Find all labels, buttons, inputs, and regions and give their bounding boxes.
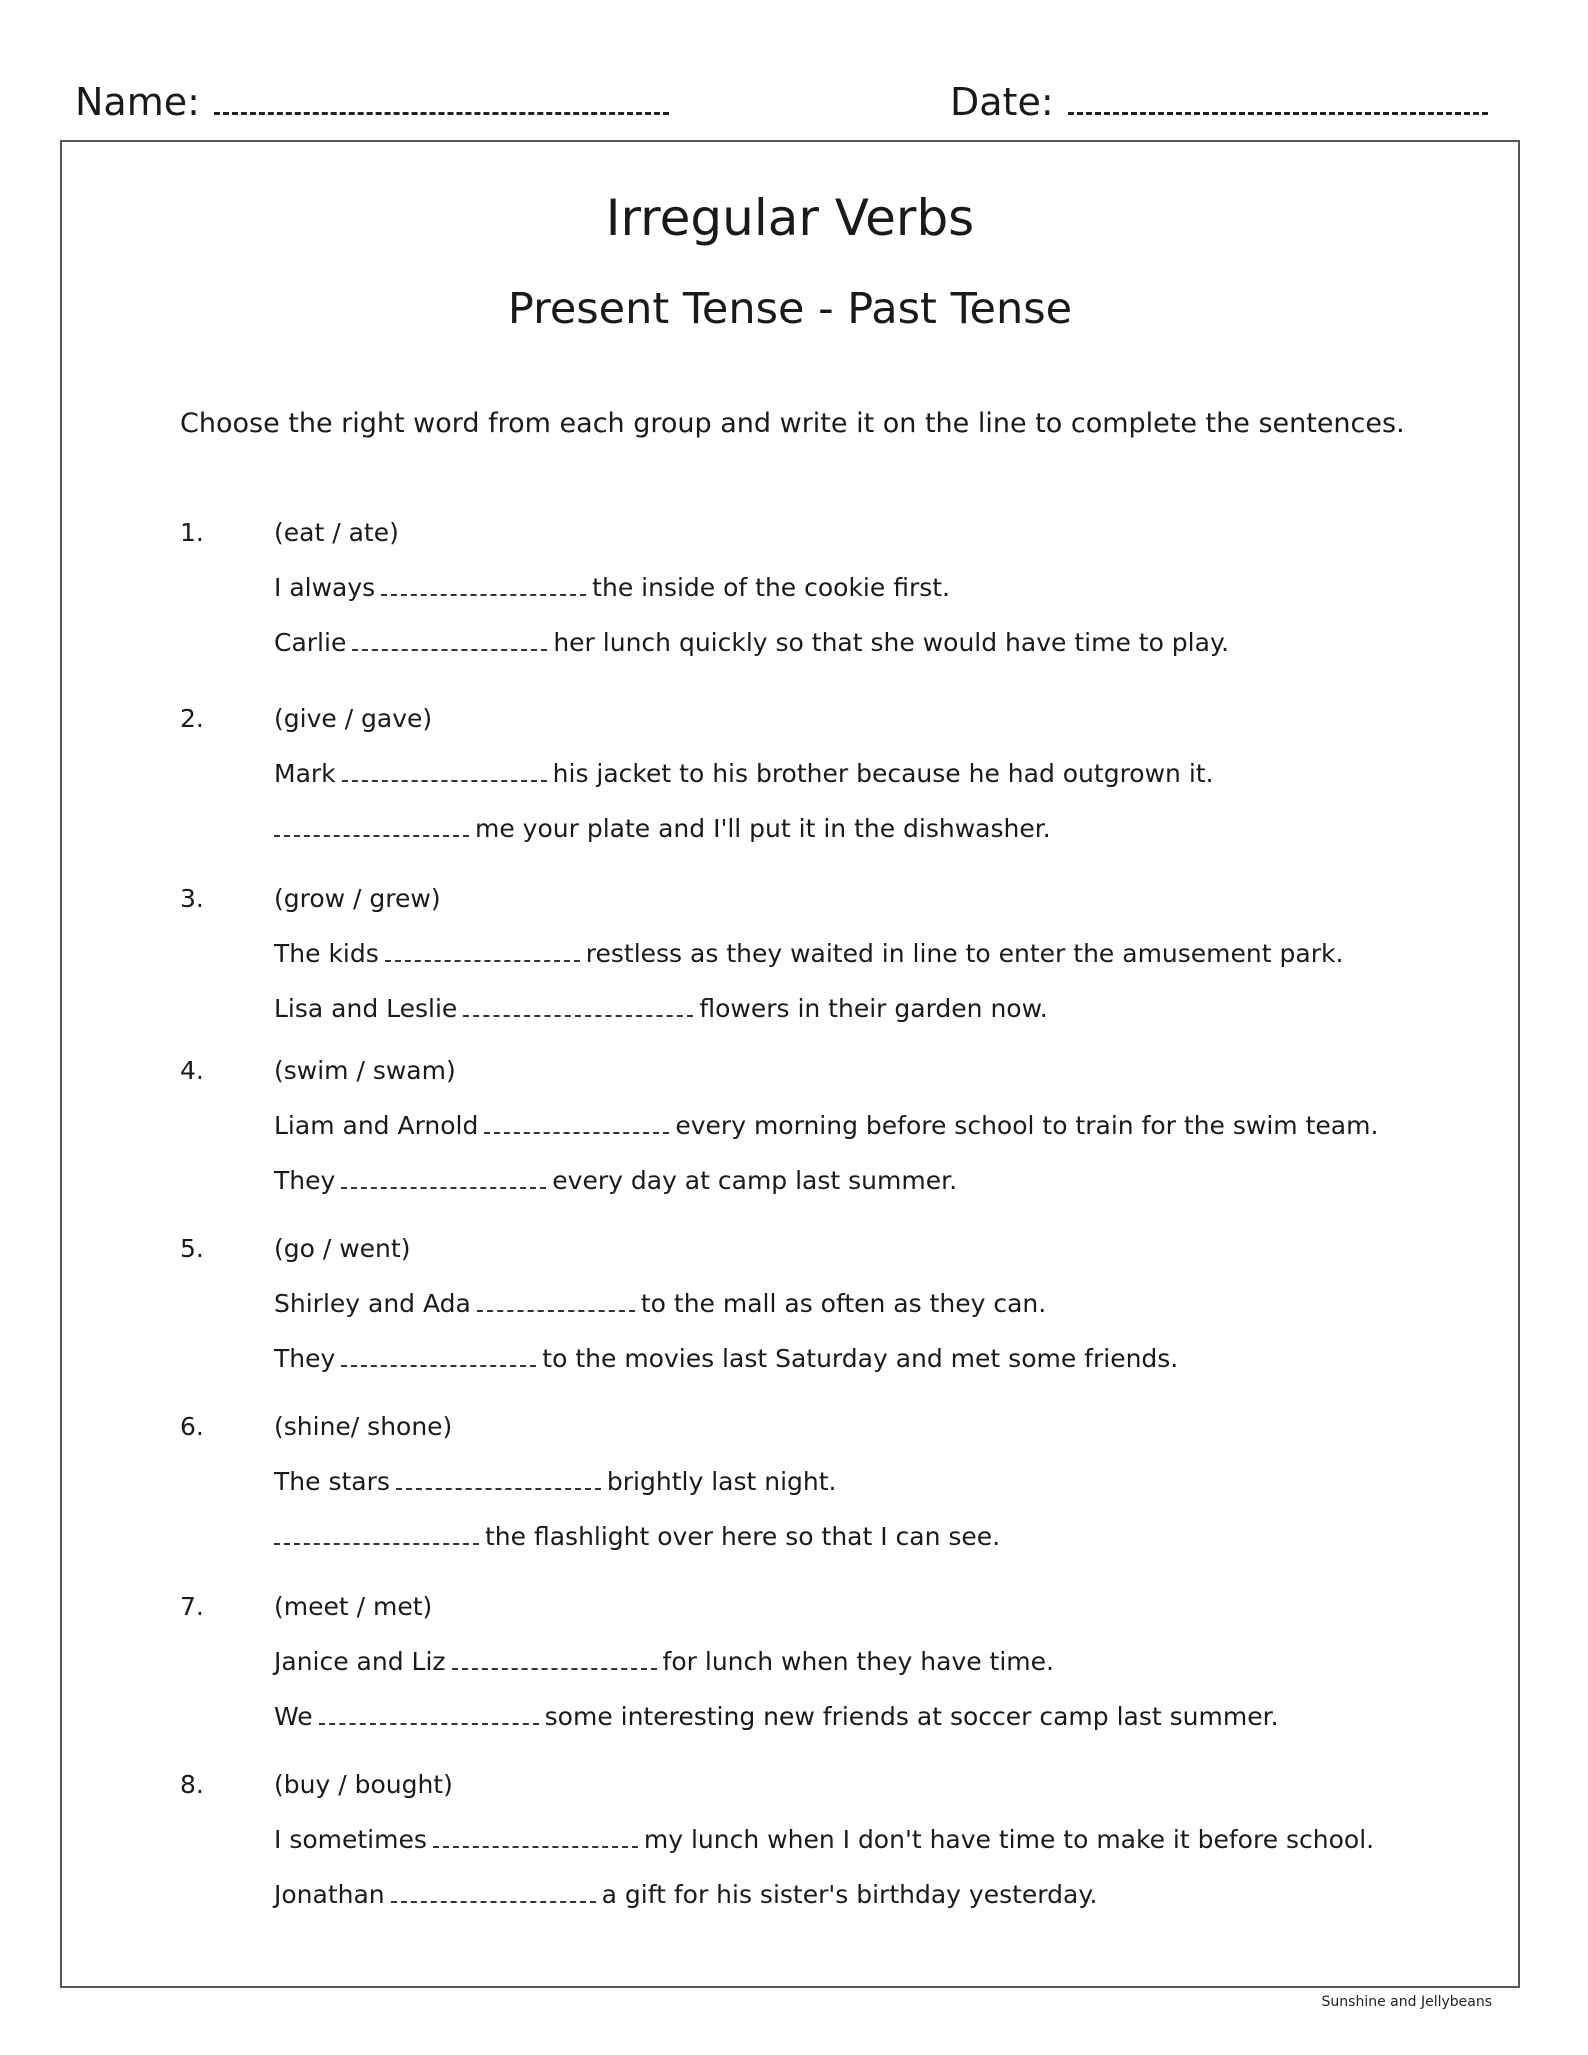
sentence-start: Lisa and Leslie bbox=[274, 994, 458, 1023]
answer-blank[interactable] bbox=[452, 1648, 657, 1670]
sentence bbox=[274, 937, 1343, 971]
sentence-end: for lunch when they have time. bbox=[662, 1647, 1054, 1676]
date-field[interactable] bbox=[950, 78, 1488, 126]
exercise-number: 3. bbox=[180, 884, 204, 913]
sentence-start: They bbox=[274, 1344, 336, 1373]
sentence bbox=[274, 1823, 1374, 1857]
sentence-end: to the mall as often as they can. bbox=[640, 1289, 1047, 1318]
sentence-start: The stars bbox=[274, 1467, 390, 1496]
answer-blank[interactable] bbox=[342, 760, 547, 782]
exercise-options: (swim / swam) bbox=[274, 1056, 456, 1085]
answer-blank[interactable] bbox=[381, 574, 586, 596]
sentence-end: restless as they waited in line to enter the amusement park. bbox=[585, 939, 1344, 968]
sentence-start: Shirley and Ada bbox=[274, 1289, 471, 1318]
exercise-number: 5. bbox=[180, 1234, 204, 1263]
sentence-end: her lunch quickly so that she would have time to play. bbox=[553, 628, 1230, 657]
name-label: Name: bbox=[75, 80, 200, 124]
exercise-number: 4. bbox=[180, 1056, 204, 1085]
exercise-options: (buy / bought) bbox=[274, 1770, 453, 1799]
sentence bbox=[274, 1287, 1046, 1321]
exercise-number: 8. bbox=[180, 1770, 204, 1799]
name-field[interactable] bbox=[75, 78, 669, 126]
sentence bbox=[274, 1465, 837, 1499]
answer-blank[interactable] bbox=[341, 1167, 546, 1189]
sentence bbox=[274, 1520, 1000, 1554]
sentence bbox=[274, 626, 1229, 660]
exercise-options: (grow / grew) bbox=[274, 884, 441, 913]
date-label: Date: bbox=[950, 80, 1054, 124]
exercise-number: 6. bbox=[180, 1412, 204, 1441]
footer-credit: Sunshine and Jellybeans bbox=[1321, 1994, 1492, 2010]
worksheet-frame bbox=[60, 140, 1520, 1988]
sentence bbox=[274, 992, 1048, 1026]
sentence-end: my lunch when I don't have time to make it before school. bbox=[643, 1825, 1375, 1854]
sentence-start: I sometimes bbox=[274, 1825, 427, 1854]
worksheet-subtitle: Present Tense - Past Tense bbox=[507, 284, 1073, 334]
answer-blank[interactable] bbox=[274, 1523, 479, 1545]
sentence bbox=[274, 1342, 1178, 1376]
exercise-options: (eat / ate) bbox=[274, 518, 399, 547]
sentence bbox=[274, 812, 1051, 846]
sentence-start: We bbox=[274, 1702, 313, 1731]
answer-blank[interactable] bbox=[352, 629, 547, 651]
sentence bbox=[274, 757, 1214, 791]
sentence bbox=[274, 1109, 1378, 1143]
sentence bbox=[274, 571, 950, 605]
sentence bbox=[274, 1878, 1098, 1912]
sentence-end: the flashlight over here so that I can see. bbox=[485, 1522, 1001, 1551]
exercise-number: 2. bbox=[180, 704, 204, 733]
answer-blank[interactable] bbox=[341, 1345, 536, 1367]
worksheet-title: Irregular Verbs bbox=[605, 189, 975, 247]
sentence-start: They bbox=[274, 1166, 336, 1195]
exercise-options: (meet / met) bbox=[274, 1592, 433, 1621]
exercise-options: (go / went) bbox=[274, 1234, 411, 1263]
sentence-end: me your plate and I'll put it in the dishwasher. bbox=[475, 814, 1051, 843]
sentence-start: The kids bbox=[274, 939, 379, 968]
sentence-end: the inside of the cookie first. bbox=[592, 573, 951, 602]
answer-blank[interactable] bbox=[396, 1468, 601, 1490]
sentence bbox=[274, 1164, 957, 1198]
sentence-start: I always bbox=[274, 573, 376, 602]
sentence-end: a gift for his sister's birthday yesterday. bbox=[601, 1880, 1098, 1909]
name-line[interactable] bbox=[214, 110, 669, 115]
answer-blank[interactable] bbox=[319, 1703, 539, 1725]
answer-blank[interactable] bbox=[484, 1112, 669, 1134]
sentence-start: Liam and Arnold bbox=[274, 1111, 479, 1140]
date-line[interactable] bbox=[1068, 110, 1488, 115]
exercise-number: 7. bbox=[180, 1592, 204, 1621]
sentence-end: brightly last night. bbox=[606, 1467, 837, 1496]
sentence-end: every day at camp last summer. bbox=[552, 1166, 958, 1195]
sentence bbox=[274, 1700, 1279, 1734]
sentence-start: Mark bbox=[274, 759, 336, 788]
answer-blank[interactable] bbox=[391, 1881, 596, 1903]
sentence bbox=[274, 1645, 1054, 1679]
exercise-number: 1. bbox=[180, 518, 204, 547]
answer-blank[interactable] bbox=[274, 815, 469, 837]
answer-blank[interactable] bbox=[477, 1290, 635, 1312]
sentence-end: every morning before school to train for the swim team. bbox=[675, 1111, 1379, 1140]
answer-blank[interactable] bbox=[433, 1826, 638, 1848]
sentence-end: flowers in their garden now. bbox=[699, 994, 1048, 1023]
sentence-end: his jacket to his brother because he had outgrown it. bbox=[552, 759, 1214, 788]
sentence-end: to the movies last Saturday and met some friends. bbox=[542, 1344, 1179, 1373]
answer-blank[interactable] bbox=[463, 995, 693, 1017]
sentence-start: Janice and Liz bbox=[274, 1647, 446, 1676]
exercise-options: (shine/ shone) bbox=[274, 1412, 453, 1441]
sentence-start: Jonathan bbox=[274, 1880, 385, 1909]
sentence-end: some interesting new friends at soccer camp last summer. bbox=[544, 1702, 1279, 1731]
exercise-options: (give / gave) bbox=[274, 704, 433, 733]
sentence-start: Carlie bbox=[274, 628, 347, 657]
answer-blank[interactable] bbox=[385, 940, 580, 962]
instructions: Choose the right word from each group and write it on the line to complete the sentences. bbox=[180, 408, 1405, 439]
